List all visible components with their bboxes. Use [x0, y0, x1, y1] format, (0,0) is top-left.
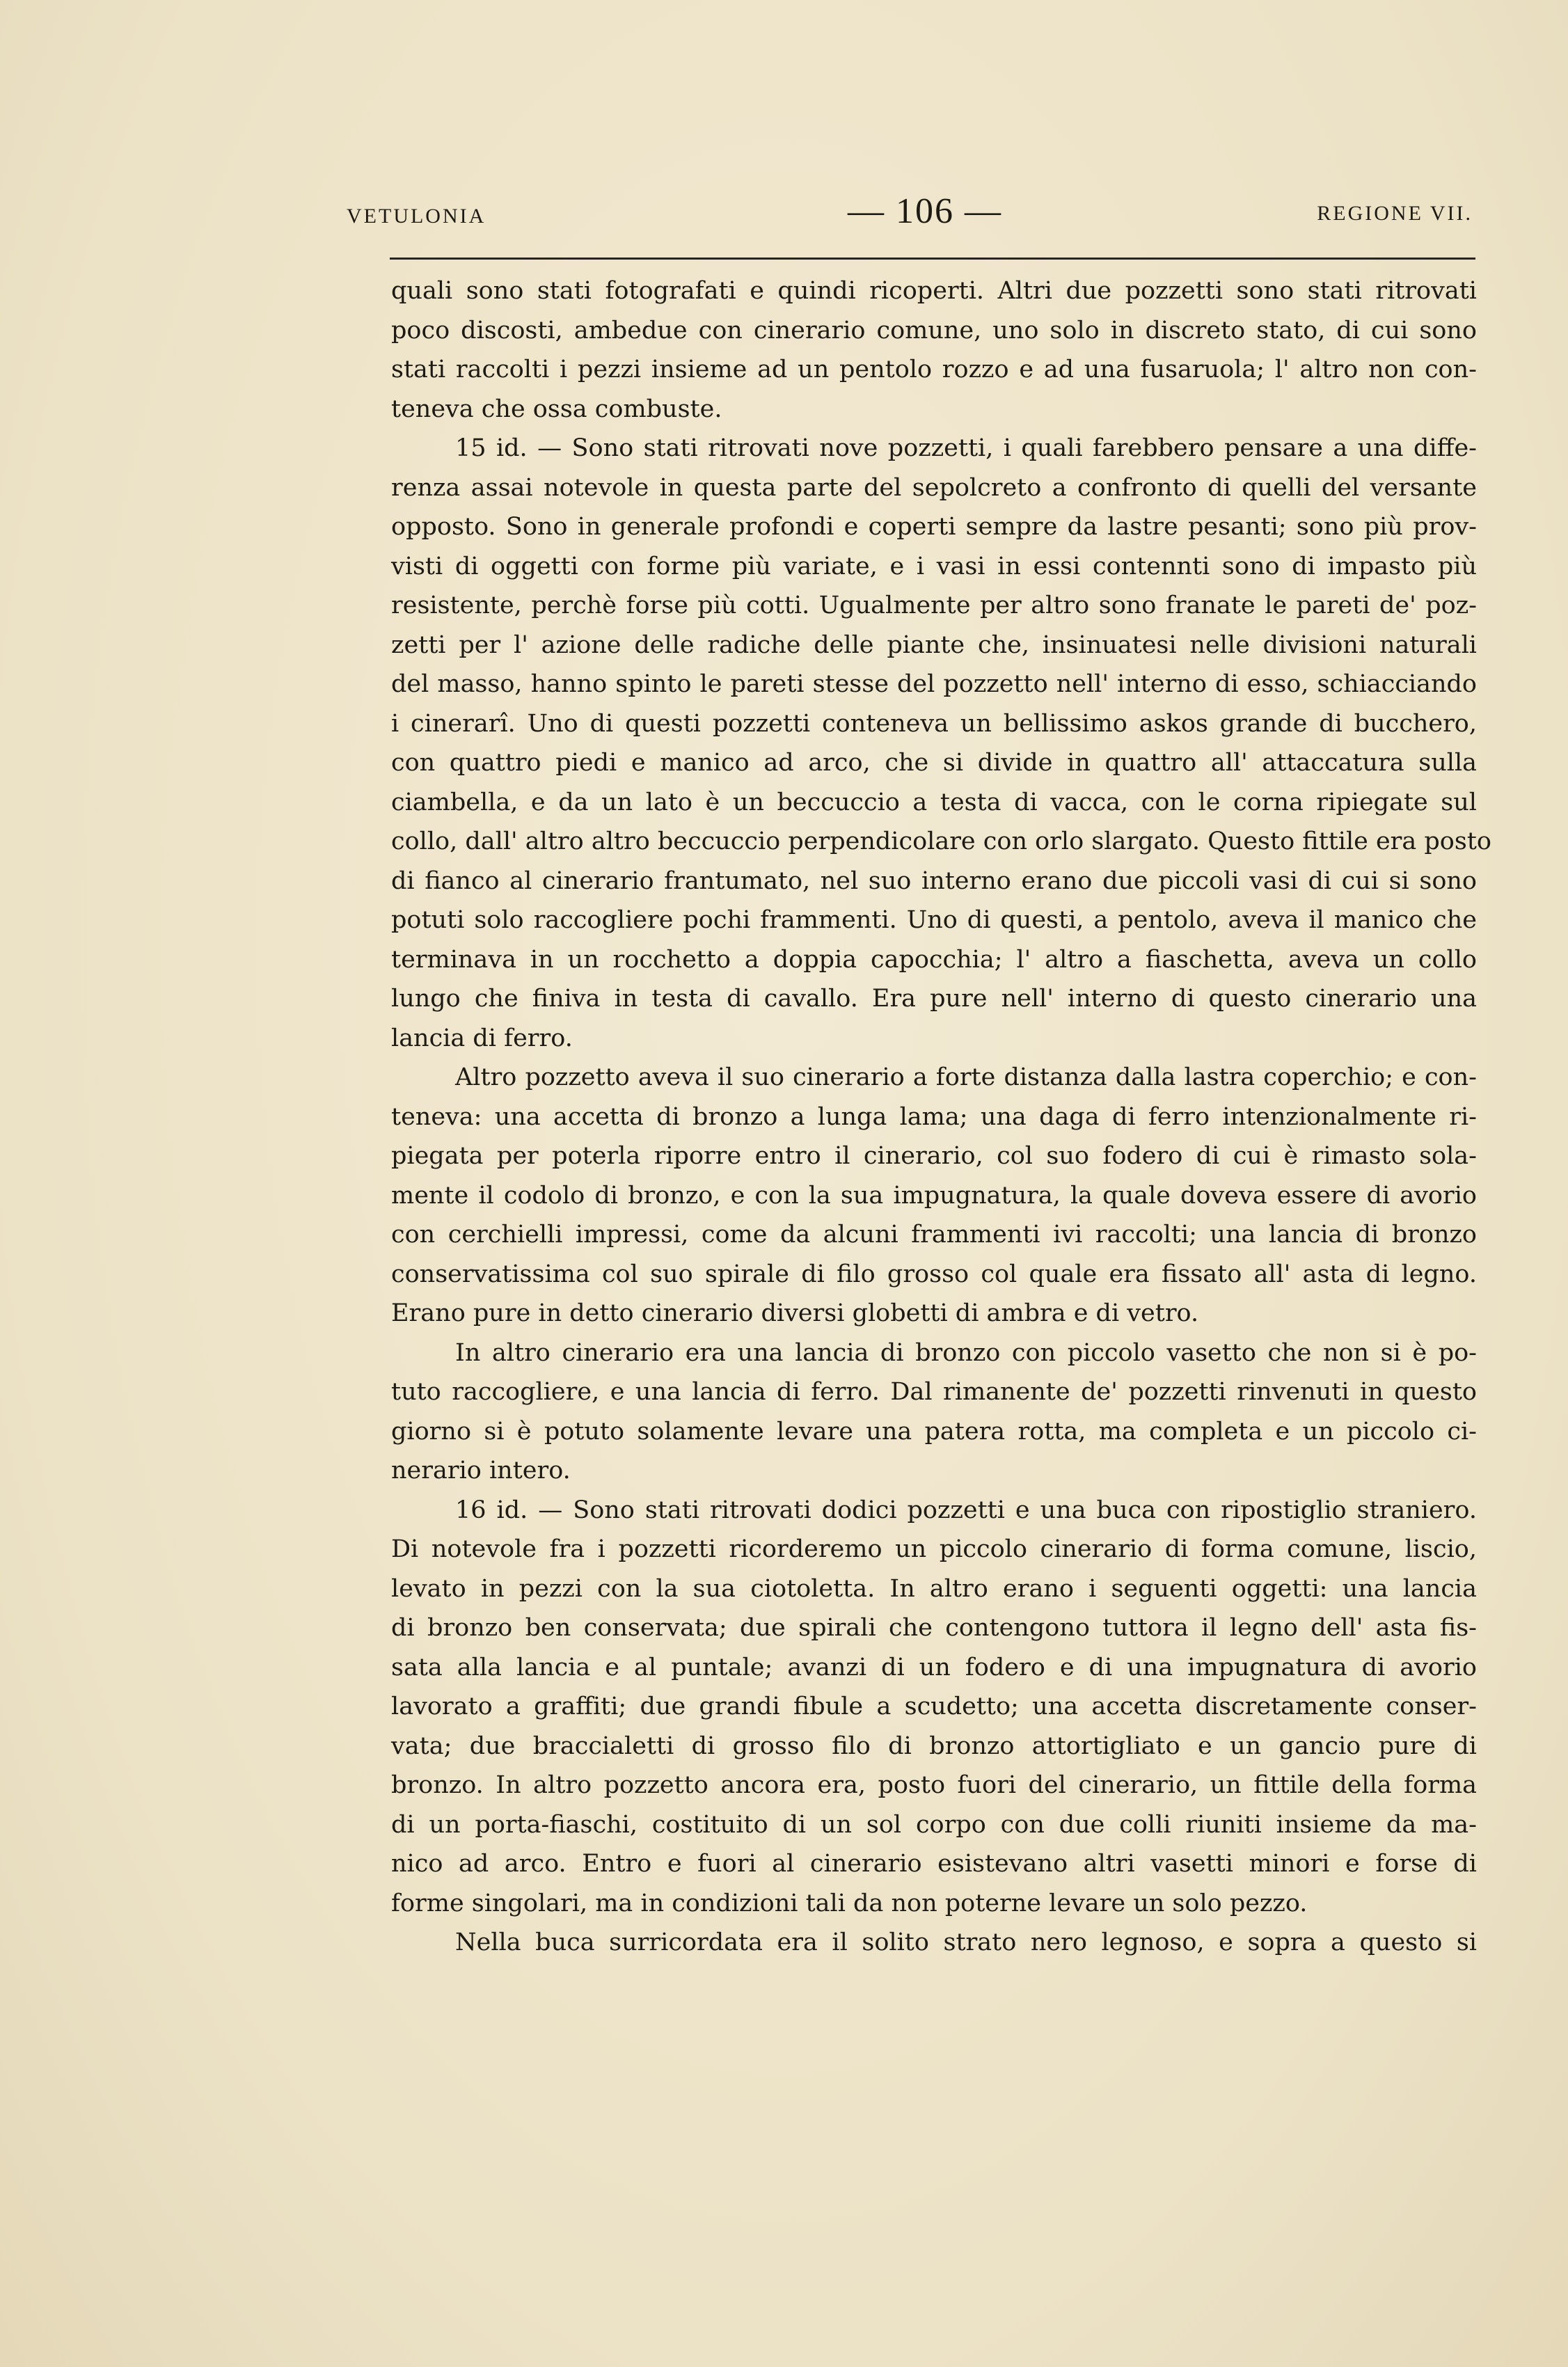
- text-line: ciambella, e da un lato è un beccuccio a testa di vacca, con le corna ripiegate sul: [391, 788, 1477, 816]
- text-line: giorno si è potuto solamente levare una patera rotta, ma completa e un piccolo ci-: [391, 1417, 1477, 1446]
- text-line: quali sono stati fotografati e quindi ricoperti. Altri due pozzetti sono stati ritrovati: [391, 277, 1477, 305]
- text-line: Nella buca surricordata era il solito strato nero legnoso, e sopra a questo si: [455, 1929, 1477, 1956]
- text-line: poco discosti, ambedue con cinerario comune, uno solo in discreto stato, di cui sono: [391, 316, 1477, 345]
- page-number: — 106 —: [848, 191, 1002, 231]
- text-line: i cinerarî. Uno di questi pozzetti conteneva un bellissimo askos grande di bucchero,: [391, 709, 1477, 738]
- text-line: renza assai notevole in questa parte del sepolcreto a confronto di quelli del versante: [391, 473, 1477, 502]
- text-line: 16 id. — Sono stati ritrovati dodici pozzetti e una buca con ripostiglio straniero.: [455, 1496, 1477, 1524]
- text-line: con quattro piedi e manico ad arco, che si divide in quattro all' attaccatura sulla: [391, 749, 1477, 777]
- text-line: bronzo. In altro pozzetto ancora era, posto fuori del cinerario, un fittile della forma: [391, 1771, 1477, 1799]
- text-line: nerario intero.: [391, 1457, 571, 1485]
- text-line: Altro pozzetto aveva il suo cinerario a forte distanza dalla lastra coperchio; e con-: [455, 1063, 1477, 1091]
- text-line: teneva: una accetta di bronzo a lunga lama; una daga di ferro intenzionalmente ri-: [391, 1102, 1477, 1131]
- text-line: vata; due braccialetti di grosso filo di bronzo attortigliato e un gancio pure di: [391, 1732, 1477, 1760]
- text-line: con cerchielli impressi, come da alcuni frammenti ivi raccolti; una lancia di bronzo: [391, 1221, 1477, 1249]
- text-line: tuto raccogliere, e una lancia di ferro. Dal rimanente de' pozzetti rinvenuti in questo: [391, 1378, 1477, 1406]
- text-line: zetti per l' azione delle radiche delle piante che, insinuatesi nelle divisioni naturali: [391, 631, 1477, 659]
- text-line: stati raccolti i pezzi insieme ad un pentolo rozzo e ad una fusaruola; l' altro non con-: [391, 356, 1477, 383]
- text-line: Erano pure in detto cinerario diversi globetti di ambra e di vetro.: [391, 1299, 1199, 1327]
- running-head-title: VETULONIA: [347, 205, 486, 228]
- text-line: collo, dall' altro altro beccuccio perpendicolare con orlo slargato. Questo fittile era posto: [391, 828, 1491, 855]
- text-line: forme singolari, ma in condizioni tali da non poterne levare un solo pezzo.: [391, 1889, 1308, 1917]
- text-line: del masso, hanno spinto le pareti stesse del pozzetto nell' interno di esso, schiacciando: [391, 670, 1477, 698]
- running-head-region: REGIONE VII.: [1317, 202, 1473, 225]
- text-line: potuti solo raccogliere pochi frammenti. Uno di questi, a pentolo, aveva il manico che: [391, 906, 1477, 934]
- text-line: In altro cinerario era una lancia di bronzo con piccolo vasetto che non si è po-: [455, 1338, 1477, 1367]
- text-line: lungo che finiva in testa di cavallo. Era pure nell' interno di questo cinerario una: [391, 985, 1477, 1013]
- text-line: Di notevole fra i pozzetti ricorderemo un piccolo cinerario di forma comune, liscio,: [391, 1535, 1477, 1563]
- text-line: sata alla lancia e al puntale; avanzi di un fodero e di una impugnatura di avorio: [391, 1653, 1477, 1681]
- text-line: piegata per poterla riporre entro il cinerario, col suo fodero di cui è rimasto sola-: [391, 1142, 1477, 1170]
- text-line: mente il codolo di bronzo, e con la sua impugnatura, la quale doveva essere di avorio: [391, 1181, 1477, 1210]
- text-line: teneva che ossa combuste.: [391, 395, 722, 423]
- text-line: di bronzo ben conservata; due spirali che contengono tuttora il legno dell' asta fis-: [391, 1614, 1477, 1642]
- text-line: levato in pezzi con la sua ciotoletta. In altro erano i seguenti oggetti: una lancia: [391, 1574, 1477, 1603]
- text-line: conservatissima col suo spirale di filo grosso col quale era fissato all' asta di legno.: [391, 1260, 1477, 1288]
- text-line: resistente, perchè forse più cotti. Ugualmente per altro sono franate le pareti de' poz-: [391, 592, 1477, 619]
- text-line: lancia di ferro.: [391, 1024, 573, 1052]
- text-line: visti di oggetti con forme più variate, e i vasi in essi contennti sono di impasto più: [391, 552, 1477, 580]
- header-rule: [390, 258, 1475, 260]
- text-line: di fianco al cinerario frantumato, nel suo interno erano due piccoli vasi di cui si sono: [391, 866, 1477, 895]
- body-text: [391, 271, 1491, 1963]
- text-line: nico ad arco. Entro e fuori al cinerario esistevano altri vasetti minori e forse di: [391, 1850, 1477, 1878]
- text-line: opposto. Sono in generale profondi e coperti sempre da lastre pesanti; sono più prov-: [391, 513, 1477, 541]
- text-line: di un porta-fiaschi, costituito di un sol corpo con due colli riuniti insieme da ma-: [391, 1810, 1477, 1839]
- text-line: terminava in un rocchetto a doppia capocchia; l' altro a fiaschetta, aveva un collo: [391, 945, 1477, 974]
- running-head: [347, 187, 1473, 249]
- text-line: 15 id. — Sono stati ritrovati nove pozzetti, i quali farebbero pensare a una diffe-: [455, 434, 1477, 462]
- text-line: lavorato a graffiti; due grandi fibule a scudetto; una accetta discretamente conser-: [391, 1693, 1477, 1720]
